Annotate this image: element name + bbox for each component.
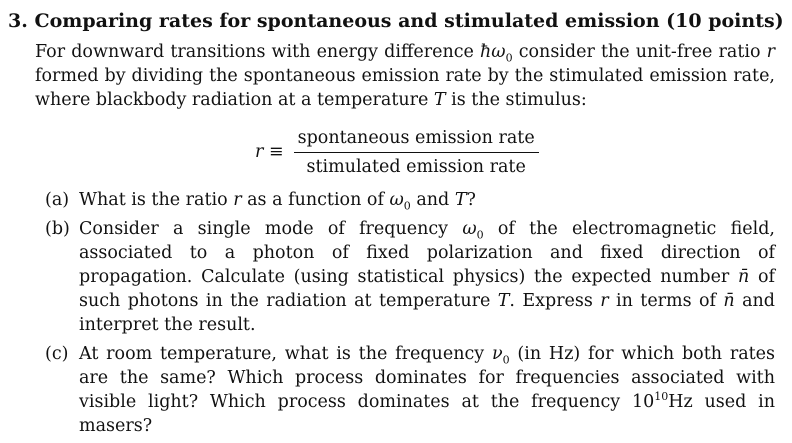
ratio-symbol: r: [233, 190, 242, 210]
subquestion-a: [45, 188, 775, 212]
text-run: Consider a single mode of frequency: [79, 219, 463, 239]
text-run: of such photons in the radiation at temperature: [79, 267, 775, 311]
text-run: Hz used in masers?: [79, 392, 775, 436]
omega-symbol: ω: [462, 219, 477, 239]
equation-fraction: [294, 127, 539, 178]
subscript-zero: 0: [403, 199, 411, 213]
intro-text-1: For downward transitions with energy difference: [35, 42, 481, 62]
ratio-symbol: r: [766, 42, 776, 62]
intro-text-2: consider the unit-free ratio: [512, 42, 767, 62]
nu-symbol: ν: [491, 344, 503, 364]
text-run: as a function of: [241, 190, 390, 210]
superscript-exponent: 10: [654, 390, 669, 404]
temperature-symbol: T: [454, 190, 467, 210]
text-run: At room temperature, what is the frequency: [79, 344, 492, 364]
problem-title: 3. Comparing rates for spontaneous and stimulated emission (10 points): [8, 10, 784, 32]
text-run: in terms of: [608, 291, 724, 311]
text-run: of the electromagnetic field, associated to a photon of fixed polarization and fixed direction of propagation. Calculate (using statistical physics) the expected number: [79, 219, 775, 287]
omega-symbol: ω: [389, 190, 404, 210]
text-run: . Express: [509, 291, 601, 311]
text-run: and interpret the result.: [79, 291, 775, 335]
subquestion-label: (b): [45, 219, 70, 239]
subquestion-label: (a): [45, 190, 70, 210]
intro-text-3: formed by dividing the spontaneous emission rate by the stimulated emission rate, where blackbody radiation at a temperature: [35, 66, 775, 110]
nbar-symbol: n̄: [723, 291, 735, 311]
nbar-symbol: n̄: [738, 267, 750, 287]
fraction-denominator: stimulated emission rate: [306, 156, 526, 177]
equation-lhs: r ≡: [255, 142, 284, 162]
subquestion-c: [45, 342, 775, 438]
ratio-equation: [255, 126, 539, 178]
intro-text-4: is the stimulus:: [445, 90, 587, 110]
fraction-numerator: spontaneous emission rate: [294, 127, 539, 153]
subquestion-text: [79, 188, 775, 212]
subquestion-list: [45, 188, 775, 443]
problem-intro: [35, 40, 775, 112]
subquestion-text: [79, 342, 775, 438]
subscript-zero: 0: [476, 228, 484, 242]
subscript-zero: 0: [502, 353, 510, 367]
subquestion-label: (c): [45, 344, 69, 364]
subquestion-text: [79, 217, 775, 337]
text-run: What is the ratio: [79, 190, 234, 210]
hbar-omega-symbol: ħω: [480, 42, 506, 62]
text-run: (in Hz) for which both rates are the same? Which process dominates for frequencies associated with visible light? Which process dominates at the frequency 10: [79, 344, 776, 412]
temperature-symbol: T: [433, 90, 446, 110]
temperature-symbol: T: [497, 291, 510, 311]
subquestion-b: [45, 217, 775, 337]
subscript-zero: 0: [505, 51, 513, 65]
ratio-symbol: r: [600, 291, 609, 311]
text-run: ?: [466, 190, 476, 210]
text-run: and: [410, 190, 455, 210]
